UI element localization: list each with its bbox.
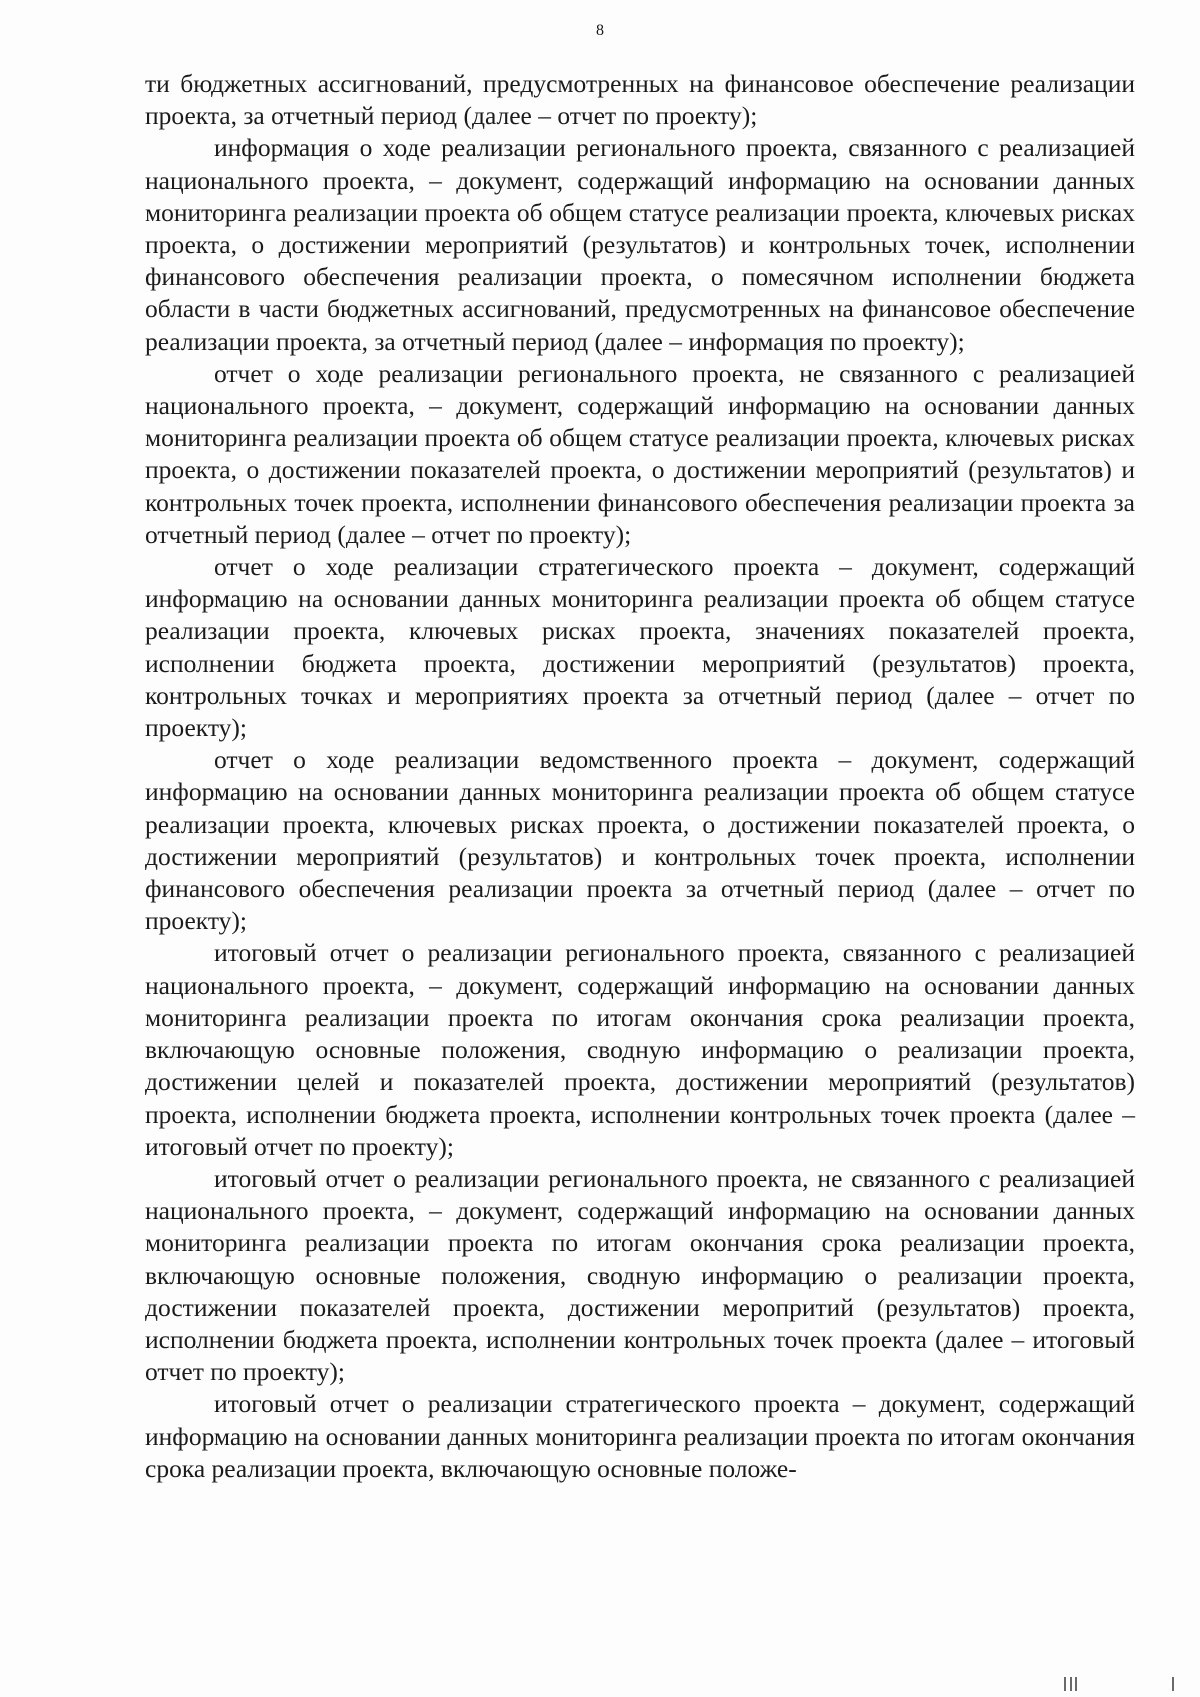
paragraph-1: ти бюджетных ассигнований, предусмотренных на финансовое обеспечение реализации проекта, за отчетный период (далее – отчет по проекту);: [145, 69, 1135, 131]
scan-artifact-mark: [1064, 1677, 1066, 1691]
body-text: [145, 68, 1135, 1485]
page-number: 8: [596, 22, 604, 39]
paragraph-7: итоговый отчет о реализации регионального проекта, не связанного с реализацией национального проекта, – документ, содержащий информацию на основании данных мониторинга реализации проекта по итогам окончания срока реализации проекта, включающую основные положения, сводную информацию о реализации проекта, достижении показателей проекта, достижении меропритий (результатов) проекта, исполнении бюджета проекта, исполнении контрольных точек проекта (далее – итоговый отчет по проекту);: [145, 1163, 1135, 1387]
scan-artifact-mark: [1172, 1677, 1174, 1691]
paragraph-2: информация о ходе реализации регионального проекта, связанного с реализацией национального проекта, – документ, содержащий информацию на основании данных мониторинга реализации проекта об общем статусе реализации проекта, ключевых рисках проекта, о достижении мероприятий (результатов) и контрольных точек, исполнении финансового обеспечения реализации проекта, о помесячном исполнении бюджета области в части бюджетных ассигнований, предусмотренных на финансовое обеспечение реализации проекта, за отчетный период (далее – информация по проекту);: [145, 133, 1135, 356]
paragraph-8: итоговый отчет о реализации стратегического проекта – документ, содержащий информацию на основании данных мониторинга реализации проекта по итогам окончания срока реализации проекта, включающую основные положе-: [145, 1389, 1135, 1483]
paragraph-5: отчет о ходе реализации ведомственного проекта – документ, содержащий информацию на основании данных мониторинга реализации проекта об общем статусе реализации проекта, ключевых рисках проекта, о достижении показателей проекта, о достижении мероприятий (результатов) и контрольных точек проекта, исполнении финансового обеспечения реализации проекта за отчетный период (далее – отчет по проекту);: [145, 745, 1135, 936]
paragraph-6: итоговый отчет о реализации регионального проекта, связанного с реализацией национального проекта, – документ, содержащий информацию на основании данных мониторинга реализации проекта по итогам окончания срока реализации проекта, включающую основные положения, сводную информацию о реализации проекта, достижении целей и показателей проекта, достижении мероприятий (результатов) проекта, исполнении бюджета проекта, исполнении контрольных точек проекта (далее – итоговый отчет по проекту);: [145, 938, 1135, 1161]
scan-artifact-mark: [1070, 1677, 1072, 1691]
scan-artifact-mark: [1075, 1677, 1077, 1691]
paragraph-3: отчет о ходе реализации регионального проекта, не связанного с реализацией национального проекта, – документ, содержащий информацию на основании данных мониторинга реализации проекта об общем статусе реализации проекта, ключевых рисках проекта, о достижении показателей проекта, о достижении мероприятий (результатов) и контрольных точек проекта, исполнении финансового обеспечения реализации проекта за отчетный период (далее – отчет по проекту);: [145, 358, 1135, 549]
paragraph-4: отчет о ходе реализации стратегического проекта – документ, содержащий информацию на основании данных мониторинга реализации проекта об общем статусе реализации проекта, ключевых рисках проекта, значениях показателей проекта, исполнении бюджета проекта, достижении мероприятий (результатов) проекта, контрольных точках и мероприятиях проекта за отчетный период (далее – отчет по проекту);: [145, 552, 1135, 743]
